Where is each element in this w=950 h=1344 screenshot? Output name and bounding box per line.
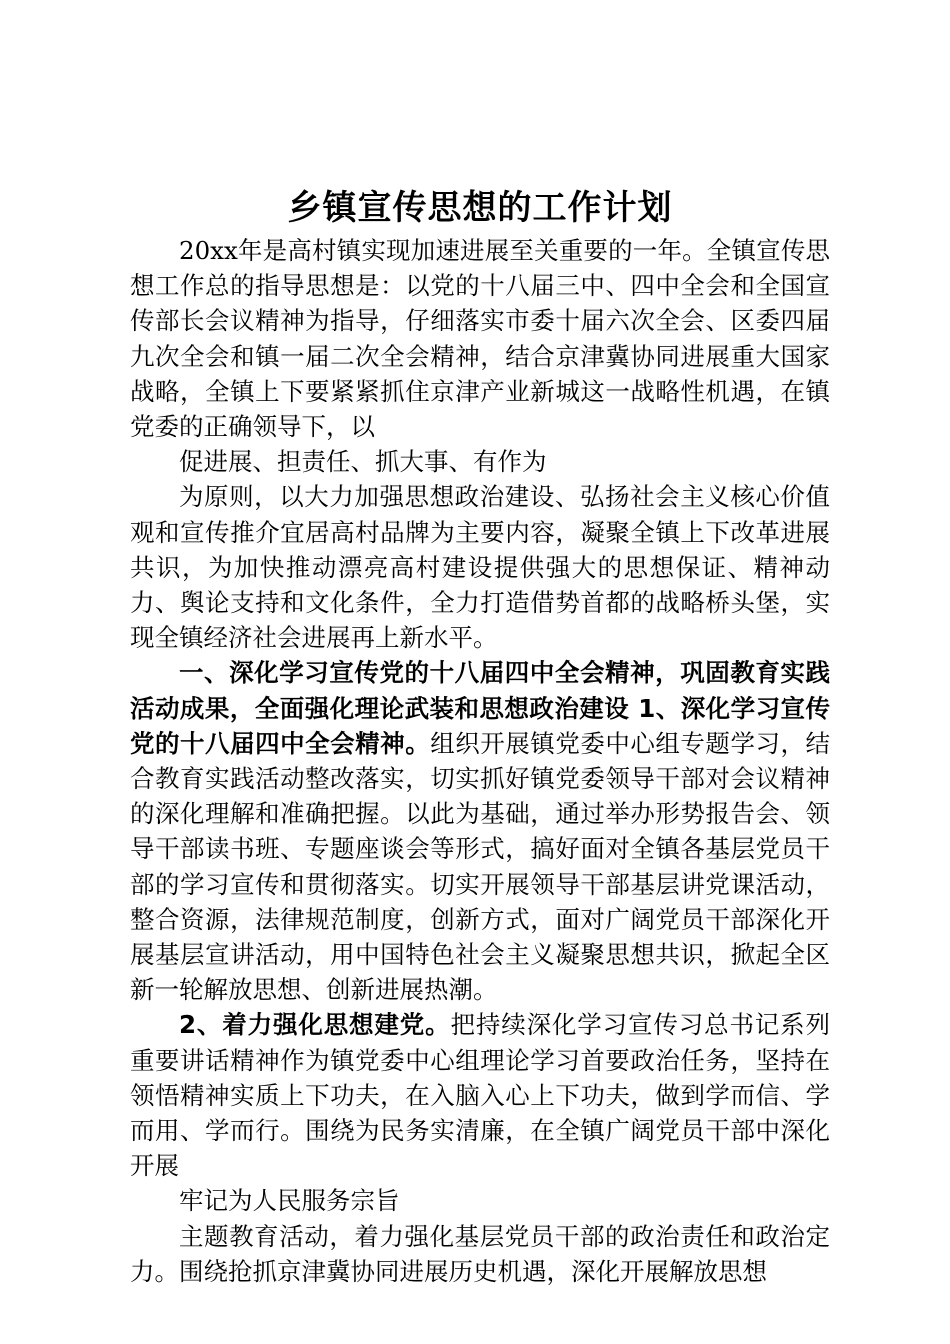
paragraph-intro: 20xx年是高村镇实现加速进展至关重要的一年。全镇宣传思想工作总的指导思想是：以党的十八届三中、四中全会和全国宣传部长会议精神为指导，仔细落实市委十届六次全会、区委四届九次全会和镇一届二次全会精神，结合京津冀协同进展重大国家战略，全镇上下要紧紧抓住京津产业新城这一战略性机遇，在镇党委的正确领导下，以 [130,236,830,442]
section-one-body: 组织开展镇党委中心组专题学习，结合教育实践活动整改落实，切实抓好镇党委领导干部对会议精神的深化理解和准确把握。以此为基础，通过举办形势报告会、领导干部读书班、专题座谈会等形式，搞好面对全镇各基层党员干部的学习宣传和贯彻落实。切实开展领导干部基层讲党课活动，整合资源，法律规范制度，创新方式，面对广阔党员干部深化开展基层宣讲活动，用中国特色社会主义凝聚思想共识，掀起全区新一轮解放思想、创新进展热潮。 [130,728,831,1005]
paragraph-principle: 为原则，以大力加强思想政治建设、弘扬社会主义核心价值观和宣传推介宜居高村品牌为主要内容，凝聚全镇上下改革进展共识，为加快推动漂亮高村建设提供强大的思想保证、精神动力、舆论支持和文化条件，全力打造借势首都的战略桥头堡，实现全镇经济社会进展再上新水平。 [130,482,830,653]
document-title: 乡镇宣传思想的工作计划 [287,188,673,228]
paragraph-section-one [130,655,830,1007]
document-page [130,185,830,1289]
paragraph-section-two [130,1007,830,1183]
paragraph-service-purpose: 牢记为人民服务宗旨 [179,1186,400,1216]
paragraph-theme-education: 主题教育活动，着力强化基层党员干部的政治责任和政治定力。围绕抢抓京津冀协同进展历史机遇，深化开展解放思想 [130,1221,830,1286]
section-two-heading: 2、着力强化思想建党。 [179,1010,451,1040]
section-two-body: 把持续深化学习宣传习总书记系列重要讲话精神作为镇党委中心组理论学习首要政治任务，坚持在领悟精神实质上下功夫，在入脑入心上下功夫，做到学而信、学而用、学而行。围绕为民务实清廉，在全镇广阔党员干部中深化开展 [130,1010,831,1181]
paragraph-principle-phrase: 促进展、担责任、抓大事、有作为 [179,447,547,477]
section-one-heading: 一、深化学习宣传党的十八届四中全会精神，巩固教育实践活动成果，全面强化理论武装和思想政治建设 1、深化学习宣传党的十八届四中全会精神。 [130,658,830,758]
